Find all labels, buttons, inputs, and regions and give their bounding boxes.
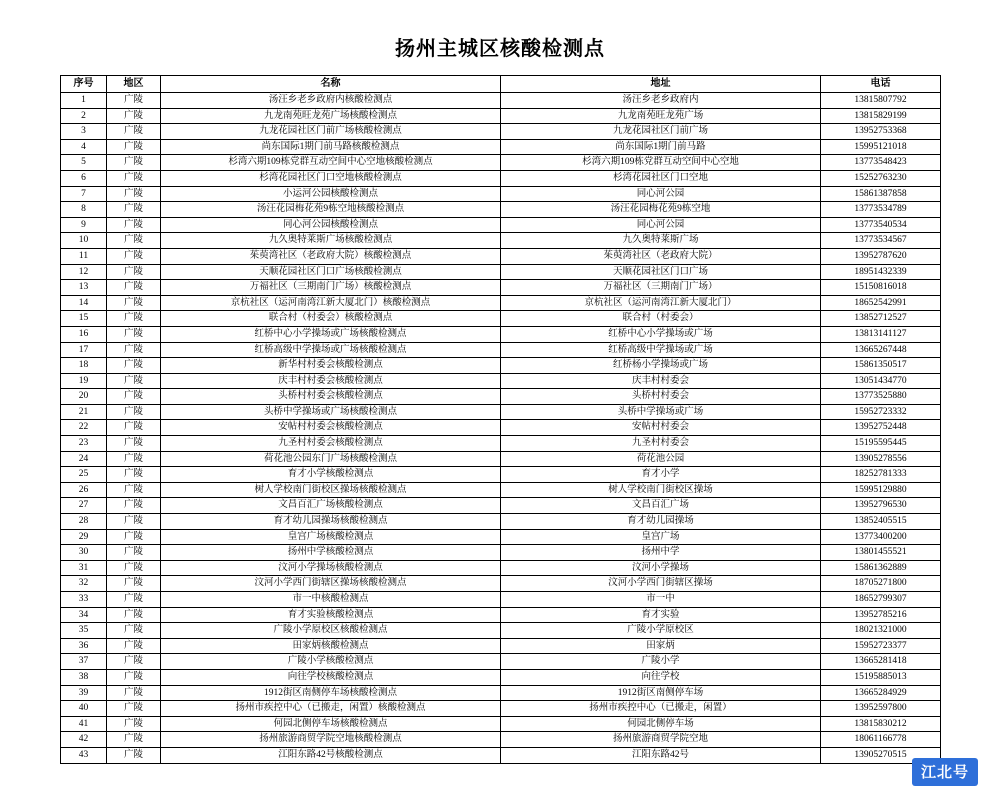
cell-no: 29	[61, 529, 107, 545]
cell-phone: 13773534789	[821, 202, 941, 218]
cell-area: 广陵	[107, 124, 161, 140]
cell-phone: 13852405515	[821, 514, 941, 530]
cell-no: 7	[61, 186, 107, 202]
table-row	[61, 701, 941, 717]
testing-sites-table	[60, 75, 941, 764]
cell-phone: 15952723377	[821, 638, 941, 654]
cell-phone: 18061166778	[821, 732, 941, 748]
table-row	[61, 389, 941, 405]
cell-address: 市一中	[501, 592, 821, 608]
cell-no: 31	[61, 560, 107, 576]
table-header-row	[61, 76, 941, 93]
cell-address: 红桥中心小学操场或广场	[501, 326, 821, 342]
cell-address: 头桥村村委会	[501, 389, 821, 405]
cell-no: 24	[61, 451, 107, 467]
column-header-area: 地区	[107, 76, 161, 93]
cell-no: 39	[61, 685, 107, 701]
cell-area: 广陵	[107, 202, 161, 218]
cell-area: 广陵	[107, 669, 161, 685]
cell-no: 1	[61, 93, 107, 109]
cell-phone: 15861387858	[821, 186, 941, 202]
cell-no: 26	[61, 482, 107, 498]
cell-area: 广陵	[107, 404, 161, 420]
table-row	[61, 482, 941, 498]
cell-no: 19	[61, 373, 107, 389]
cell-no: 41	[61, 716, 107, 732]
column-header-name: 名称	[161, 76, 501, 93]
cell-phone: 13952753368	[821, 124, 941, 140]
cell-phone: 13813141127	[821, 326, 941, 342]
cell-address: 茱萸湾社区（老政府大院）	[501, 248, 821, 264]
cell-area: 广陵	[107, 373, 161, 389]
cell-address: 红桥杨小学操场或广场	[501, 358, 821, 374]
cell-address: 田家炳	[501, 638, 821, 654]
page-title: 扬州主城区核酸检测点	[395, 38, 605, 60]
cell-phone: 13952796530	[821, 498, 941, 514]
cell-no: 40	[61, 701, 107, 717]
cell-area: 广陵	[107, 233, 161, 249]
cell-area: 广陵	[107, 529, 161, 545]
table-row	[61, 264, 941, 280]
cell-address: 同心河公园	[501, 186, 821, 202]
cell-name: 扬州旅游商贸学院空地核酸检测点	[161, 732, 501, 748]
cell-no: 8	[61, 202, 107, 218]
cell-phone: 13773540534	[821, 217, 941, 233]
table-row	[61, 108, 941, 124]
cell-address: 庆丰村村委会	[501, 373, 821, 389]
cell-area: 广陵	[107, 170, 161, 186]
cell-area: 广陵	[107, 576, 161, 592]
column-header-address: 地址	[501, 76, 821, 93]
cell-no: 32	[61, 576, 107, 592]
cell-area: 广陵	[107, 108, 161, 124]
cell-name: 红桥高级中学操场或广场核酸检测点	[161, 342, 501, 358]
cell-no: 37	[61, 654, 107, 670]
table-row	[61, 607, 941, 623]
cell-name: 杉湾六期109栋党群互动空间中心空地核酸检测点	[161, 155, 501, 171]
cell-name: 安帖村村委会核酸检测点	[161, 420, 501, 436]
cell-area: 广陵	[107, 295, 161, 311]
cell-phone: 18652542991	[821, 295, 941, 311]
cell-no: 17	[61, 342, 107, 358]
cell-address: 尚东国际1期门前马路	[501, 139, 821, 155]
cell-phone: 13665281418	[821, 654, 941, 670]
cell-name: 万福社区（三期南门广场）核酸检测点	[161, 280, 501, 296]
cell-address: 荷花池公园	[501, 451, 821, 467]
cell-no: 25	[61, 467, 107, 483]
table-row	[61, 248, 941, 264]
cell-phone: 18252781333	[821, 467, 941, 483]
table-row	[61, 420, 941, 436]
table-row	[61, 404, 941, 420]
cell-name: 育才实验核酸检测点	[161, 607, 501, 623]
cell-name: 广陵小学核酸检测点	[161, 654, 501, 670]
cell-phone: 13952785216	[821, 607, 941, 623]
cell-phone: 18951432339	[821, 264, 941, 280]
cell-name: 育才小学核酸检测点	[161, 467, 501, 483]
cell-no: 27	[61, 498, 107, 514]
cell-area: 广陵	[107, 436, 161, 452]
cell-address: 红桥高级中学操场或广场	[501, 342, 821, 358]
cell-address: 江阳东路42号	[501, 747, 821, 763]
cell-address: 九龙南苑旺龙苑广场	[501, 108, 821, 124]
cell-phone: 13815829199	[821, 108, 941, 124]
cell-name: 汶河小学操场核酸检测点	[161, 560, 501, 576]
cell-name: 何园北侧停车场核酸检测点	[161, 716, 501, 732]
cell-phone: 13773525880	[821, 389, 941, 405]
cell-area: 广陵	[107, 545, 161, 561]
cell-no: 23	[61, 436, 107, 452]
cell-area: 广陵	[107, 420, 161, 436]
cell-area: 广陵	[107, 248, 161, 264]
cell-name: 荷花池公园东门广场核酸检测点	[161, 451, 501, 467]
cell-area: 广陵	[107, 264, 161, 280]
cell-address: 京杭社区（运河南湾江新大厦北门）	[501, 295, 821, 311]
cell-address: 汤汪乡老乡政府内	[501, 93, 821, 109]
cell-phone: 13952787620	[821, 248, 941, 264]
table-row	[61, 358, 941, 374]
cell-address: 万福社区（三期南门广场）	[501, 280, 821, 296]
cell-area: 广陵	[107, 389, 161, 405]
table-row	[61, 514, 941, 530]
cell-name: 扬州市疾控中心（已搬走，闲置）核酸检测点	[161, 701, 501, 717]
table-row	[61, 654, 941, 670]
table-row	[61, 451, 941, 467]
table-header	[61, 76, 941, 93]
cell-area: 广陵	[107, 592, 161, 608]
table-row	[61, 685, 941, 701]
cell-name: 皇宫广场核酸检测点	[161, 529, 501, 545]
cell-area: 广陵	[107, 685, 161, 701]
cell-area: 广陵	[107, 482, 161, 498]
cell-address: 汤汪花园梅花苑9栋空地	[501, 202, 821, 218]
cell-phone: 15995129880	[821, 482, 941, 498]
table-row	[61, 170, 941, 186]
cell-no: 13	[61, 280, 107, 296]
cell-no: 3	[61, 124, 107, 140]
cell-name: 树人学校南门街校区操场核酸检测点	[161, 482, 501, 498]
cell-address: 树人学校南门街校区操场	[501, 482, 821, 498]
cell-no: 9	[61, 217, 107, 233]
cell-address: 九圣村村委会	[501, 436, 821, 452]
cell-name: 扬州中学核酸检测点	[161, 545, 501, 561]
cell-phone: 13051434770	[821, 373, 941, 389]
cell-phone: 13952597800	[821, 701, 941, 717]
cell-area: 广陵	[107, 93, 161, 109]
cell-address: 皇宫广场	[501, 529, 821, 545]
cell-name: 汤汪花园梅花苑9栋空地核酸检测点	[161, 202, 501, 218]
cell-no: 21	[61, 404, 107, 420]
table-row	[61, 545, 941, 561]
cell-name: 向往学校核酸检测点	[161, 669, 501, 685]
table-row	[61, 186, 941, 202]
cell-address: 同心河公园	[501, 217, 821, 233]
cell-name: 小运河公园核酸检测点	[161, 186, 501, 202]
cell-area: 广陵	[107, 342, 161, 358]
cell-name: 茱萸湾社区（老政府大院）核酸检测点	[161, 248, 501, 264]
cell-name: 九龙花园社区门前广场核酸检测点	[161, 124, 501, 140]
cell-name: 江阳东路42号核酸检测点	[161, 747, 501, 763]
cell-phone: 13801455521	[821, 545, 941, 561]
cell-phone: 13773534567	[821, 233, 941, 249]
cell-area: 广陵	[107, 638, 161, 654]
cell-name: 广陵小学原校区核酸检测点	[161, 623, 501, 639]
cell-address: 文昌百汇广场	[501, 498, 821, 514]
cell-area: 广陵	[107, 155, 161, 171]
cell-phone: 13665267448	[821, 342, 941, 358]
table-row	[61, 233, 941, 249]
table-row	[61, 638, 941, 654]
table-row	[61, 467, 941, 483]
table-row	[61, 623, 941, 639]
cell-phone: 15861350517	[821, 358, 941, 374]
cell-address: 育才幼儿园操场	[501, 514, 821, 530]
table-row	[61, 311, 941, 327]
cell-area: 广陵	[107, 732, 161, 748]
table-row	[61, 716, 941, 732]
cell-area: 广陵	[107, 217, 161, 233]
cell-address: 杉湾六期109栋党群互动空间中心空地	[501, 155, 821, 171]
cell-address: 九龙花园社区门前广场	[501, 124, 821, 140]
cell-phone: 13905278556	[821, 451, 941, 467]
table-row	[61, 202, 941, 218]
cell-name: 尚东国际1期门前马路核酸检测点	[161, 139, 501, 155]
cell-phone: 15195595445	[821, 436, 941, 452]
table-row	[61, 155, 941, 171]
watermark-badge: 江北号	[912, 758, 978, 786]
cell-area: 广陵	[107, 139, 161, 155]
cell-area: 广陵	[107, 467, 161, 483]
cell-no: 14	[61, 295, 107, 311]
cell-name: 九圣村村委会核酸检测点	[161, 436, 501, 452]
cell-phone: 18021321000	[821, 623, 941, 639]
table-row	[61, 93, 941, 109]
cell-address: 安帖村村委会	[501, 420, 821, 436]
cell-name: 同心河公园核酸检测点	[161, 217, 501, 233]
cell-name: 头桥中学操场或广场核酸检测点	[161, 404, 501, 420]
cell-phone: 18705271800	[821, 576, 941, 592]
cell-area: 广陵	[107, 358, 161, 374]
cell-phone: 13952752448	[821, 420, 941, 436]
table-row	[61, 747, 941, 763]
cell-area: 广陵	[107, 747, 161, 763]
cell-no: 5	[61, 155, 107, 171]
cell-name: 1912街区南侧停车场核酸检测点	[161, 685, 501, 701]
cell-area: 广陵	[107, 326, 161, 342]
cell-name: 头桥村村委会核酸检测点	[161, 389, 501, 405]
cell-address: 广陵小学原校区	[501, 623, 821, 639]
column-header-no: 序号	[61, 76, 107, 93]
cell-area: 广陵	[107, 716, 161, 732]
cell-no: 10	[61, 233, 107, 249]
cell-address: 育才小学	[501, 467, 821, 483]
cell-phone: 15861362889	[821, 560, 941, 576]
cell-area: 广陵	[107, 701, 161, 717]
table-row	[61, 576, 941, 592]
cell-no: 33	[61, 592, 107, 608]
cell-area: 广陵	[107, 560, 161, 576]
cell-no: 36	[61, 638, 107, 654]
cell-no: 30	[61, 545, 107, 561]
cell-name: 市一中核酸检测点	[161, 592, 501, 608]
cell-area: 广陵	[107, 451, 161, 467]
cell-address: 联合村（村委会）	[501, 311, 821, 327]
cell-name: 九久奥特莱斯广场核酸检测点	[161, 233, 501, 249]
cell-name: 联合村（村委会）核酸检测点	[161, 311, 501, 327]
table-row	[61, 373, 941, 389]
cell-address: 汶河小学西门街辖区操场	[501, 576, 821, 592]
cell-address: 扬州市疾控中心（已搬走，闲置）	[501, 701, 821, 717]
table-row	[61, 295, 941, 311]
cell-name: 汶河小学西门街辖区操场核酸检测点	[161, 576, 501, 592]
table-body	[61, 93, 941, 764]
cell-address: 育才实验	[501, 607, 821, 623]
table-row	[61, 326, 941, 342]
cell-no: 43	[61, 747, 107, 763]
cell-area: 广陵	[107, 654, 161, 670]
cell-area: 广陵	[107, 623, 161, 639]
cell-phone: 13852712527	[821, 311, 941, 327]
table-row	[61, 342, 941, 358]
cell-address: 天顺花园社区门口广场	[501, 264, 821, 280]
cell-no: 4	[61, 139, 107, 155]
cell-name: 新华村村委会核酸检测点	[161, 358, 501, 374]
cell-address: 向往学校	[501, 669, 821, 685]
cell-area: 广陵	[107, 311, 161, 327]
cell-no: 15	[61, 311, 107, 327]
cell-phone: 13773400200	[821, 529, 941, 545]
table-row	[61, 732, 941, 748]
table-row	[61, 436, 941, 452]
cell-no: 34	[61, 607, 107, 623]
table-row	[61, 139, 941, 155]
cell-name: 天顺花园社区门口广场核酸检测点	[161, 264, 501, 280]
cell-phone: 18652799307	[821, 592, 941, 608]
cell-phone: 13665284929	[821, 685, 941, 701]
cell-name: 庆丰村村委会核酸检测点	[161, 373, 501, 389]
table-row	[61, 498, 941, 514]
table-row	[61, 217, 941, 233]
cell-no: 12	[61, 264, 107, 280]
cell-no: 28	[61, 514, 107, 530]
cell-area: 广陵	[107, 280, 161, 296]
cell-no: 11	[61, 248, 107, 264]
cell-no: 35	[61, 623, 107, 639]
cell-phone: 13773548423	[821, 155, 941, 171]
table-row	[61, 280, 941, 296]
cell-name: 杉湾花园社区门口空地核酸检测点	[161, 170, 501, 186]
cell-address: 扬州中学	[501, 545, 821, 561]
cell-no: 42	[61, 732, 107, 748]
cell-address: 1912街区南侧停车场	[501, 685, 821, 701]
table-row	[61, 560, 941, 576]
cell-phone: 15952723332	[821, 404, 941, 420]
cell-no: 16	[61, 326, 107, 342]
cell-name: 文昌百汇广场核酸检测点	[161, 498, 501, 514]
cell-area: 广陵	[107, 607, 161, 623]
table-row	[61, 529, 941, 545]
cell-address: 九久奥特莱斯广场	[501, 233, 821, 249]
cell-no: 38	[61, 669, 107, 685]
cell-name: 京杭社区（运河南湾江新大厦北门）核酸检测点	[161, 295, 501, 311]
cell-name: 红桥中心小学操场或广场核酸检测点	[161, 326, 501, 342]
cell-phone: 13815807792	[821, 93, 941, 109]
cell-name: 汤汪乡老乡政府内核酸检测点	[161, 93, 501, 109]
column-header-phone: 电话	[821, 76, 941, 93]
cell-no: 22	[61, 420, 107, 436]
cell-address: 头桥中学操场或广场	[501, 404, 821, 420]
cell-phone: 13905270515	[821, 747, 941, 763]
cell-phone: 15150816018	[821, 280, 941, 296]
cell-phone: 15195885013	[821, 669, 941, 685]
cell-no: 6	[61, 170, 107, 186]
cell-phone: 15995121018	[821, 139, 941, 155]
cell-area: 广陵	[107, 186, 161, 202]
cell-address: 杉湾花园社区门口空地	[501, 170, 821, 186]
table-container	[60, 75, 940, 764]
cell-name: 育才幼儿园操场核酸检测点	[161, 514, 501, 530]
cell-area: 广陵	[107, 498, 161, 514]
table-row	[61, 669, 941, 685]
cell-phone: 13815830212	[821, 716, 941, 732]
cell-address: 汶河小学操场	[501, 560, 821, 576]
cell-address: 扬州旅游商贸学院空地	[501, 732, 821, 748]
cell-address: 广陵小学	[501, 654, 821, 670]
cell-no: 2	[61, 108, 107, 124]
cell-no: 18	[61, 358, 107, 374]
cell-phone: 15252763230	[821, 170, 941, 186]
table-row	[61, 592, 941, 608]
cell-area: 广陵	[107, 514, 161, 530]
cell-name: 九龙南苑旺龙苑广场核酸检测点	[161, 108, 501, 124]
cell-no: 20	[61, 389, 107, 405]
cell-name: 田家炳核酸检测点	[161, 638, 501, 654]
table-row	[61, 124, 941, 140]
cell-address: 何园北侧停车场	[501, 716, 821, 732]
